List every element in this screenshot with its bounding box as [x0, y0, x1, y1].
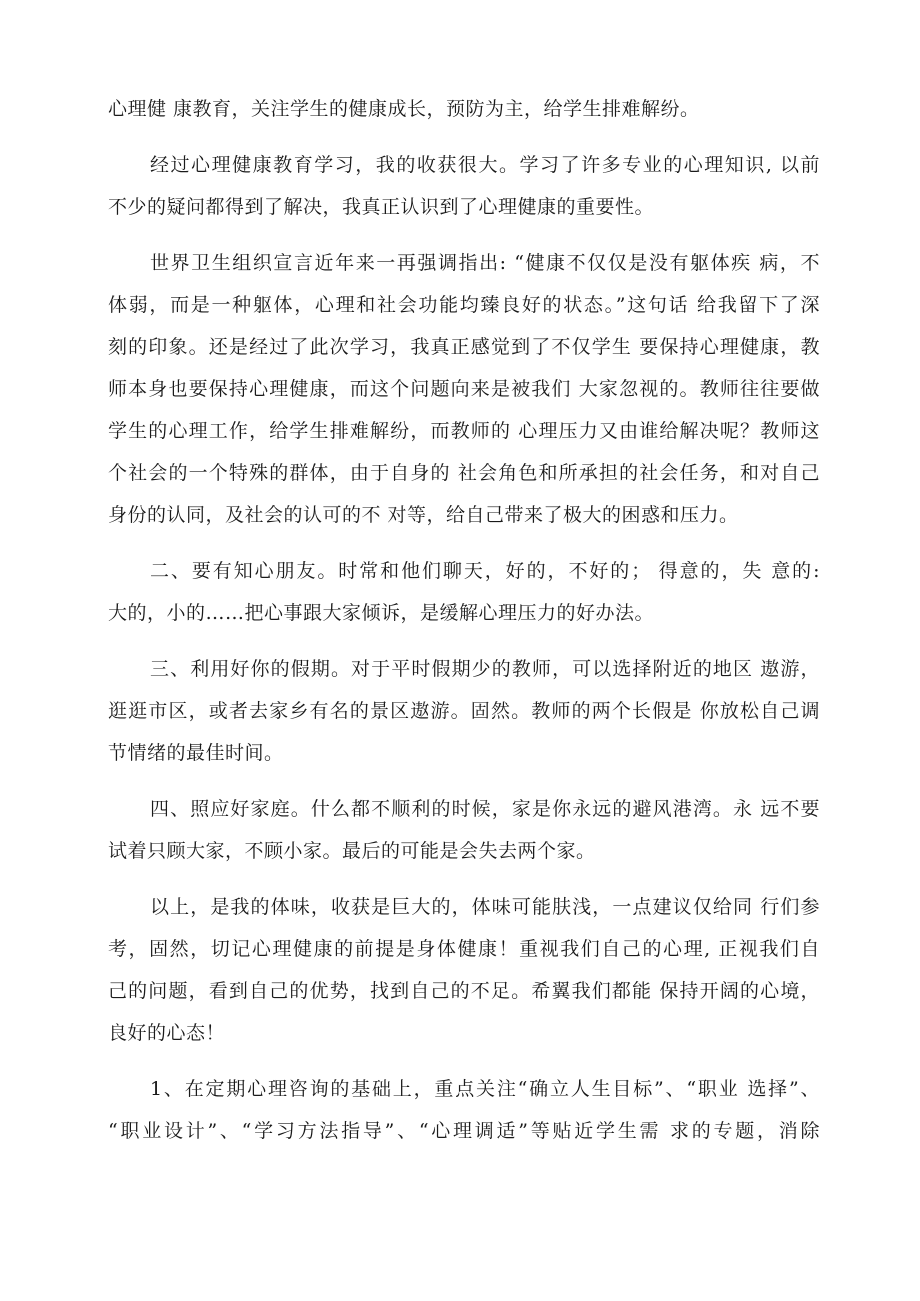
- text-line: 大的，小的……把心事跟大家倾诉，是缓解心理压力的好办法。: [108, 602, 655, 624]
- text-line: 世界卫生组织宣言近年来一再强调指出: “健康不仅仅是没有躯体疾 病，不: [150, 252, 820, 274]
- text-line: 体弱，而是一种躯体，心理和社会功能均臻良好的状态。”这句话 给我留下了深: [108, 294, 820, 316]
- text-line: 身份的认同，及社会的认可的不 对等，给自己带来了极大的困惑和压力。: [108, 504, 739, 526]
- text-line: 良好的心态！: [108, 1022, 226, 1044]
- text-line: 己的问题，看到自己的优势，找到自己的不足。希翼我们都能 保持开阔的心境，: [108, 980, 820, 1002]
- text-line: 二、要有知心朋友。时常和他们聊天，好的，不好的； 得意的，失 意的:: [150, 560, 820, 582]
- text-line: 逛逛市区，或者去家乡有名的景区遨游。固然。教师的两个长假是 你放松自己调: [108, 700, 820, 722]
- text-line: 1、在定期心理咨询的基础上，重点关注“确立人生目标”、“职业 选择”、: [150, 1078, 820, 1100]
- text-line: 不少的疑问都得到了解决，我真正认识到了心理健康的重要性。: [108, 196, 655, 218]
- text-line: 学生的心理工作，给学生排难解纷，而教师的 心理压力又由谁给解决呢？教师这: [108, 420, 820, 442]
- text-line: 以上，是我的体味，收获是巨大的，体味可能肤浅，一点建议仅给同 行们参: [150, 896, 820, 918]
- text-line: 心理健 康教育，关注学生的健康成长，预防为主，给学生排难解纷。: [108, 98, 700, 120]
- text-line: 师本身也要保持心理健康，而这个问题向来是被我们 大家忽视的。教师往往要做: [108, 378, 820, 400]
- text-line: 个社会的一个特殊的群体，由于自身的 社会角色和所承担的社会任务，和对自己: [108, 462, 820, 484]
- text-line: 刻的印象。还是经过了此次学习，我真正感觉到了不仅学生 要保持心理健康，教: [108, 336, 820, 358]
- text-line: 经过心理健康教育学习，我的收获很大。学习了许多专业的心理知识, 以前: [150, 154, 820, 176]
- text-line: 三、利用好你的假期。对于平时假期少的教师，可以选择附近的地区 遨游，: [150, 658, 820, 680]
- text-line: “职业设计”、“学习方法指导”、“心理调适”等贴近学生需 求的专题，消除: [108, 1120, 820, 1142]
- text-line: 节情绪的最佳时间。: [108, 742, 284, 764]
- text-line: 试着只顾大家，不顾小家。最后的可能是会失去两个家。: [108, 840, 596, 862]
- text-line: 考，固然，切记心理健康的前提是身体健康！重视我们自己的心理, 正视我们自: [108, 938, 820, 960]
- text-line: 四、照应好家庭。什么都不顺利的时候，家是你永远的避风港湾。永 远不要: [150, 798, 820, 820]
